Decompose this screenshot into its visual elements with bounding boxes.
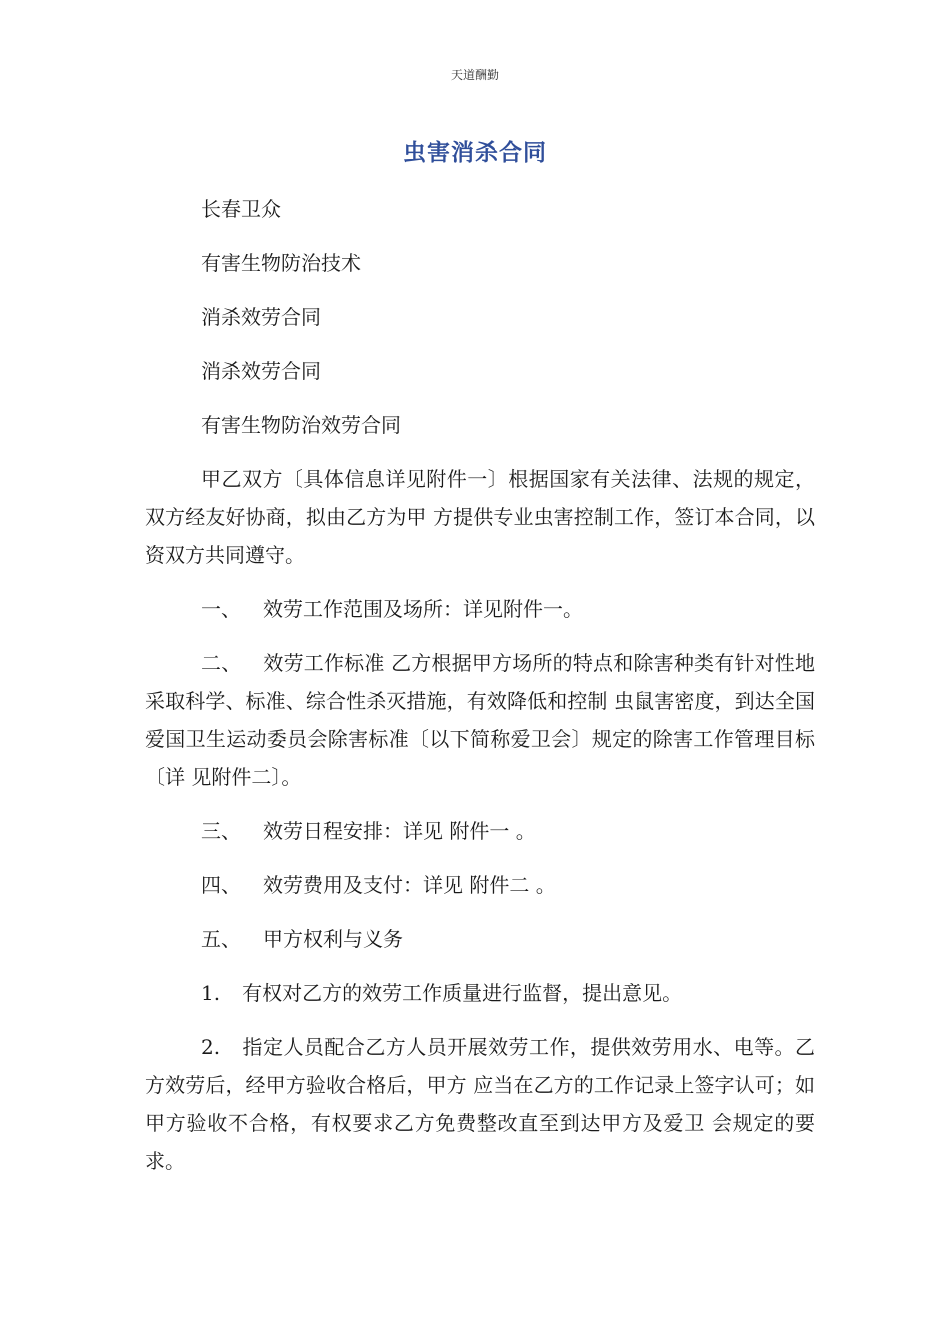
section-text: 效劳工作范围及场所：详见附件一。 — [263, 597, 583, 621]
item-1 — [145, 974, 815, 1012]
section-number: 二、 — [201, 651, 242, 675]
section-3 — [145, 812, 815, 850]
heading-line: 消杀效劳合同 — [201, 359, 321, 383]
section-text: 效劳工作标准 乙方根据甲方场所的特点和除害种类有针对性地采取科学、标准、综合性杀灭措施，有效降低和控制 虫鼠害密度，到达全国爱国卫生运动委员会除害标准〔以下简称爱卫会〕规定的除害工作管理目标〔详 见附件二〕。 — [145, 651, 815, 789]
page-header: 天道酬勤 — [450, 68, 499, 82]
heading-line: 长春卫众 — [201, 197, 281, 221]
item-number: 1. — [201, 981, 221, 1005]
section-text: 甲方权利与义务 — [263, 927, 403, 951]
section-number: 三、 — [201, 819, 241, 843]
section-2 — [145, 644, 815, 796]
heading-line: 有害生物防治技术 — [201, 251, 361, 275]
section-number: 一、 — [201, 597, 241, 621]
section-number: 五、 — [201, 927, 241, 951]
section-number: 四、 — [201, 873, 241, 897]
item-number: 2. — [201, 1035, 221, 1059]
item-text: 有权对乙方的效劳工作质量进行监督，提出意见。 — [242, 981, 683, 1005]
heading-line: 有害生物防治效劳合同 — [201, 413, 401, 437]
section-text: 效劳日程安排：详见 附件一 。 — [263, 819, 536, 843]
heading-line: 消杀效劳合同 — [201, 305, 321, 329]
section-1 — [145, 590, 815, 628]
section-text: 效劳费用及支付：详见 附件二 。 — [263, 873, 556, 897]
section-4 — [145, 866, 815, 904]
item-2 — [145, 1028, 815, 1180]
item-text: 指定人员配合乙方人员开展效劳工作，提供效劳用水、电等。乙方效劳后，经甲方验收合格后，甲方 应当在乙方的工作记录上签字认可；如甲方验收不合格，有权要求乙方免费整改直至到达甲方及爱卫 会规定的要求。 — [145, 1035, 815, 1173]
document-body — [145, 190, 815, 1196]
section-5 — [145, 920, 815, 958]
intro-paragraph: 甲乙双方〔具体信息详见附件一〕根据国家有关法律、法规的规定，双方经友好协商，拟由乙方为甲 方提供专业虫害控制工作，签订本合同，以资双方共同遵守。 — [145, 467, 815, 567]
document-title: 虫害消杀合同 — [403, 140, 547, 166]
